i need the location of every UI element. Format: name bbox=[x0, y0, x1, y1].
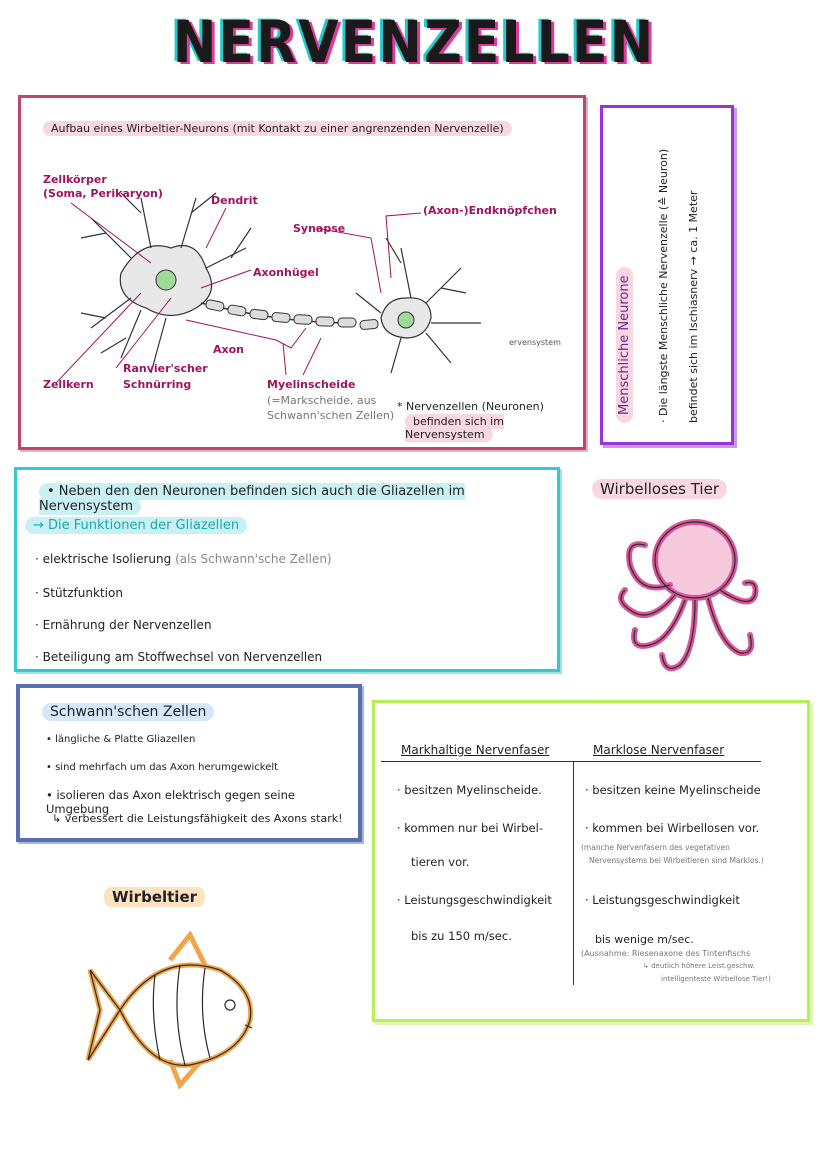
left-line-4: · Leistungsgeschwindigkeit bbox=[397, 893, 552, 907]
right-line-6: bis wenige m/sec. bbox=[595, 933, 694, 946]
label-soma: (Soma, Perikaryon) bbox=[43, 187, 163, 200]
label-schwann: Schwann'schen Zellen) bbox=[267, 409, 395, 422]
schwann-item-4: ↳ verbessert die Leistungsfähigkeit des Axons stark! bbox=[52, 812, 343, 825]
column-divider bbox=[573, 761, 574, 985]
label-axonhuegel: Axonhügel bbox=[253, 266, 319, 279]
glia-item-3: · Ernährung der Nervenzellen bbox=[35, 618, 212, 632]
glia-subheading: → Die Funktionen der Gliazellen bbox=[25, 517, 247, 534]
schwann-box bbox=[16, 684, 362, 842]
label-nervensystem-fragment: ervensystem bbox=[509, 338, 561, 347]
schwann-item-1: • längliche & Platte Gliazellen bbox=[46, 734, 196, 745]
right-line-9: intelligenteste Wirbellose Tier!) bbox=[661, 975, 771, 983]
schwann-item-3: • isolieren das Axon elektrisch gegen seine Umgebung bbox=[46, 788, 295, 816]
glia-intro: • Neben den den Neuronen befinden sich auch die Gliazellen im Nervensystem bbox=[39, 484, 465, 514]
label-schnuerring: Schnürring bbox=[123, 378, 192, 391]
human-neuron-box bbox=[600, 105, 734, 445]
left-line-1: · besitzen Myelinscheide. bbox=[397, 783, 542, 797]
header-divider bbox=[381, 761, 761, 762]
label-endknoepfchen: (Axon-)Endknöpfchen bbox=[423, 204, 557, 217]
left-line-3: tieren vor. bbox=[411, 855, 470, 869]
label-ranvier: Ranvier'scher bbox=[123, 362, 208, 375]
label-myelinscheide: Myelinscheide bbox=[267, 378, 356, 391]
label-synapse: Synapse bbox=[293, 222, 346, 235]
comparison-box bbox=[372, 700, 810, 1022]
label-markscheide: (=Markscheide, aus bbox=[267, 394, 377, 407]
col-right-header: Marklose Nervenfaser bbox=[593, 743, 725, 757]
fish-icon bbox=[80, 930, 260, 1090]
human-heading: Menschliche Neurone bbox=[616, 267, 633, 423]
col-left-header: Markhaltige Nervenfaser bbox=[401, 743, 550, 757]
glia-item-4: · Beteiligung am Stoffwechsel von Nervenzellen bbox=[35, 650, 323, 664]
label-zellkoerper: Zellkörper bbox=[43, 173, 107, 186]
right-line-1: · besitzen keine Myelinscheide bbox=[585, 783, 761, 797]
right-line-3: (manche Nervenfasern des vegetativen bbox=[581, 843, 730, 852]
vertebrate-label: Wirbeltier bbox=[104, 887, 205, 907]
neuron-diagram-box bbox=[18, 95, 586, 450]
neuron-heading: Aufbau eines Wirbeltier-Neurons (mit Kontakt zu einer angrenzenden Nervenzelle) bbox=[43, 121, 512, 136]
left-line-5: bis zu 150 m/sec. bbox=[411, 929, 512, 943]
octopus-icon bbox=[600, 505, 760, 680]
invertebrate-label: Wirbelloses Tier bbox=[592, 479, 727, 499]
label-zellkern: Zellkern bbox=[43, 378, 94, 391]
schwann-heading: Schwann'schen Zellen bbox=[42, 703, 214, 721]
glia-item-2: · Stützfunktion bbox=[35, 586, 123, 600]
glia-item-1: · elektrische Isolierung (als Schwann'sche Zellen) bbox=[35, 552, 332, 566]
human-line-1: · Die längste Menschliche Nervenzelle (≙ Neuron) bbox=[657, 148, 670, 423]
label-axon: Axon bbox=[213, 343, 244, 356]
glia-box bbox=[14, 467, 560, 672]
human-line-2: befindet sich im Ischiasnerv → ca. 1 Meter bbox=[687, 190, 700, 423]
right-line-7: (Ausnahme: Riesenaxone des Tintenfischs bbox=[581, 949, 751, 958]
right-line-4: Nervensystems bei Wirbeltieren sind Marklos.) bbox=[589, 856, 764, 865]
schwann-item-2: • sind mehrfach um das Axon herumgewickelt bbox=[46, 762, 279, 773]
note-line-2: befinden sich im Nervensystem bbox=[405, 415, 504, 441]
label-dendrit: Dendrit bbox=[211, 194, 258, 207]
left-line-2: · kommen nur bei Wirbel- bbox=[397, 821, 543, 835]
note-line-1: * Nervenzellen (Neuronen) bbox=[397, 400, 544, 413]
right-line-5: · Leistungsgeschwindigkeit bbox=[585, 893, 740, 907]
page-title: NERVENZELLEN bbox=[172, 8, 656, 76]
right-line-8: ↳ deutlich höhere Leist.geschw. bbox=[643, 962, 755, 970]
right-line-2: · kommen bei Wirbellosen vor. bbox=[585, 821, 760, 835]
